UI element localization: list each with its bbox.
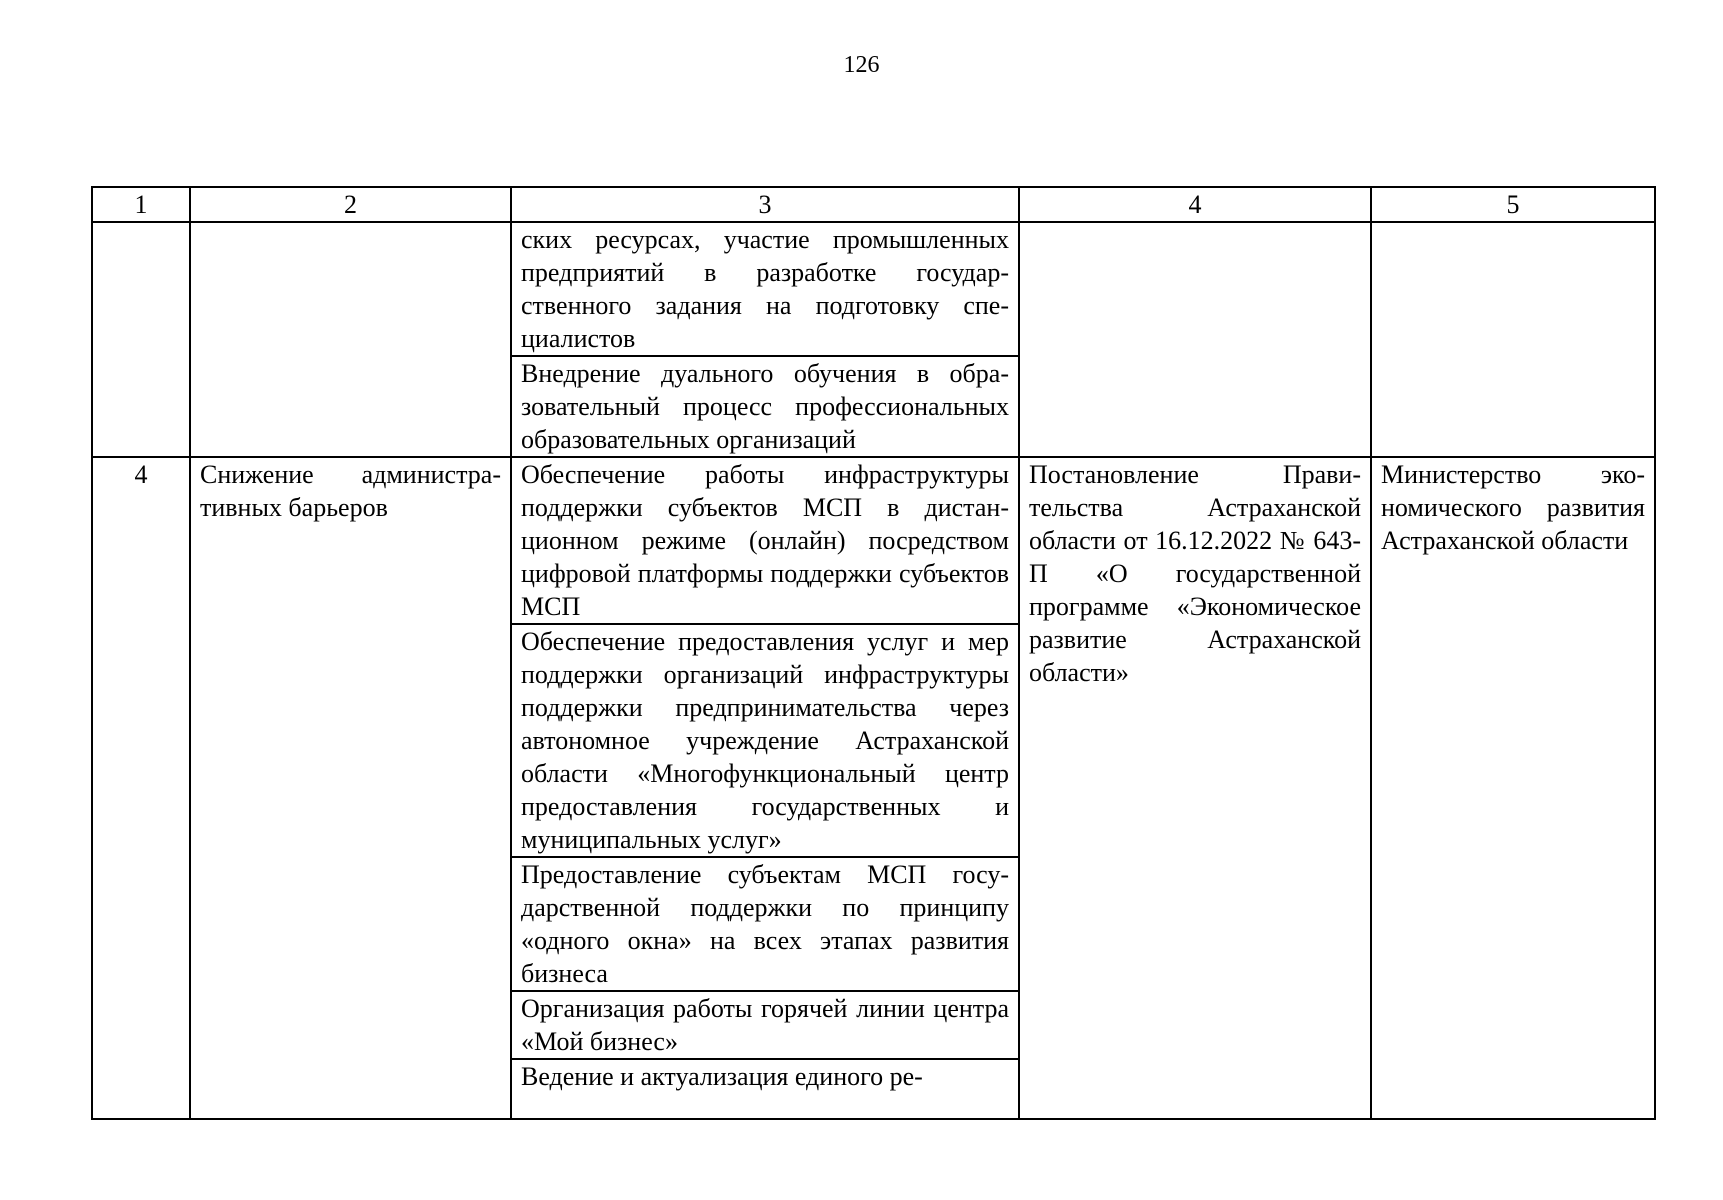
cell-document-empty [1019, 222, 1371, 457]
table-row-continuation [92, 222, 1655, 457]
row-number: 4 [92, 457, 190, 1119]
table-header-row [92, 187, 1655, 222]
document-table [91, 186, 1656, 1120]
cell-num-empty [92, 222, 190, 457]
responsible-body: Министерство экономического развития Астраханской области [1371, 457, 1655, 1119]
header-col-3: 3 [511, 187, 1019, 222]
legal-document: Постановление Правительства Астраханской области от 16.12.2022 № 643-П «О государственной программе «Экономическое развитие Астраханской области» [1019, 457, 1371, 1119]
direction-name: Снижение административных барьеров [190, 457, 511, 1119]
measure-item: Предоставление субъектам МСП государственной поддержки по принципу «одного окна» на всех этапах развития бизнеса [512, 856, 1018, 990]
measure-item: Обеспечение предоставления услуг и мер поддержки организаций инфраструктуры поддержки предпринимательства через автономное учреждение Астраханской области «Многофункциональный центр предоставления государственных и муниципальных услуг» [512, 623, 1018, 856]
page-number: 126 [843, 52, 880, 78]
header-col-2: 2 [190, 187, 511, 222]
measure-item: ских ресурсах, участие промышленных предприятий в разработке государственного задания на подготовку специалистов [521, 225, 1009, 353]
header-col-4: 4 [1019, 187, 1371, 222]
header-col-5: 5 [1371, 187, 1655, 222]
header-col-1: 1 [92, 187, 190, 222]
measure-item: Обеспечение работы инфраструктуры поддержки субъектов МСП в дистанционном режиме (онлайн) посредством цифровой платформы поддержки субъектов МСП [521, 460, 1009, 621]
cell-responsible-empty [1371, 222, 1655, 457]
table-row [92, 457, 1655, 1119]
cell-name-empty [190, 222, 511, 457]
cell-measures-continued [511, 222, 1019, 457]
measure-item: Организация работы горячей линии центра «Мой бизнес» [512, 990, 1018, 1058]
measure-item: Внедрение дуального обучения в образовательный процесс профессиональных образовательных организаций [512, 355, 1018, 456]
cell-measures [511, 457, 1019, 1119]
measure-item: Ведение и актуализация единого ре- [512, 1058, 1018, 1093]
